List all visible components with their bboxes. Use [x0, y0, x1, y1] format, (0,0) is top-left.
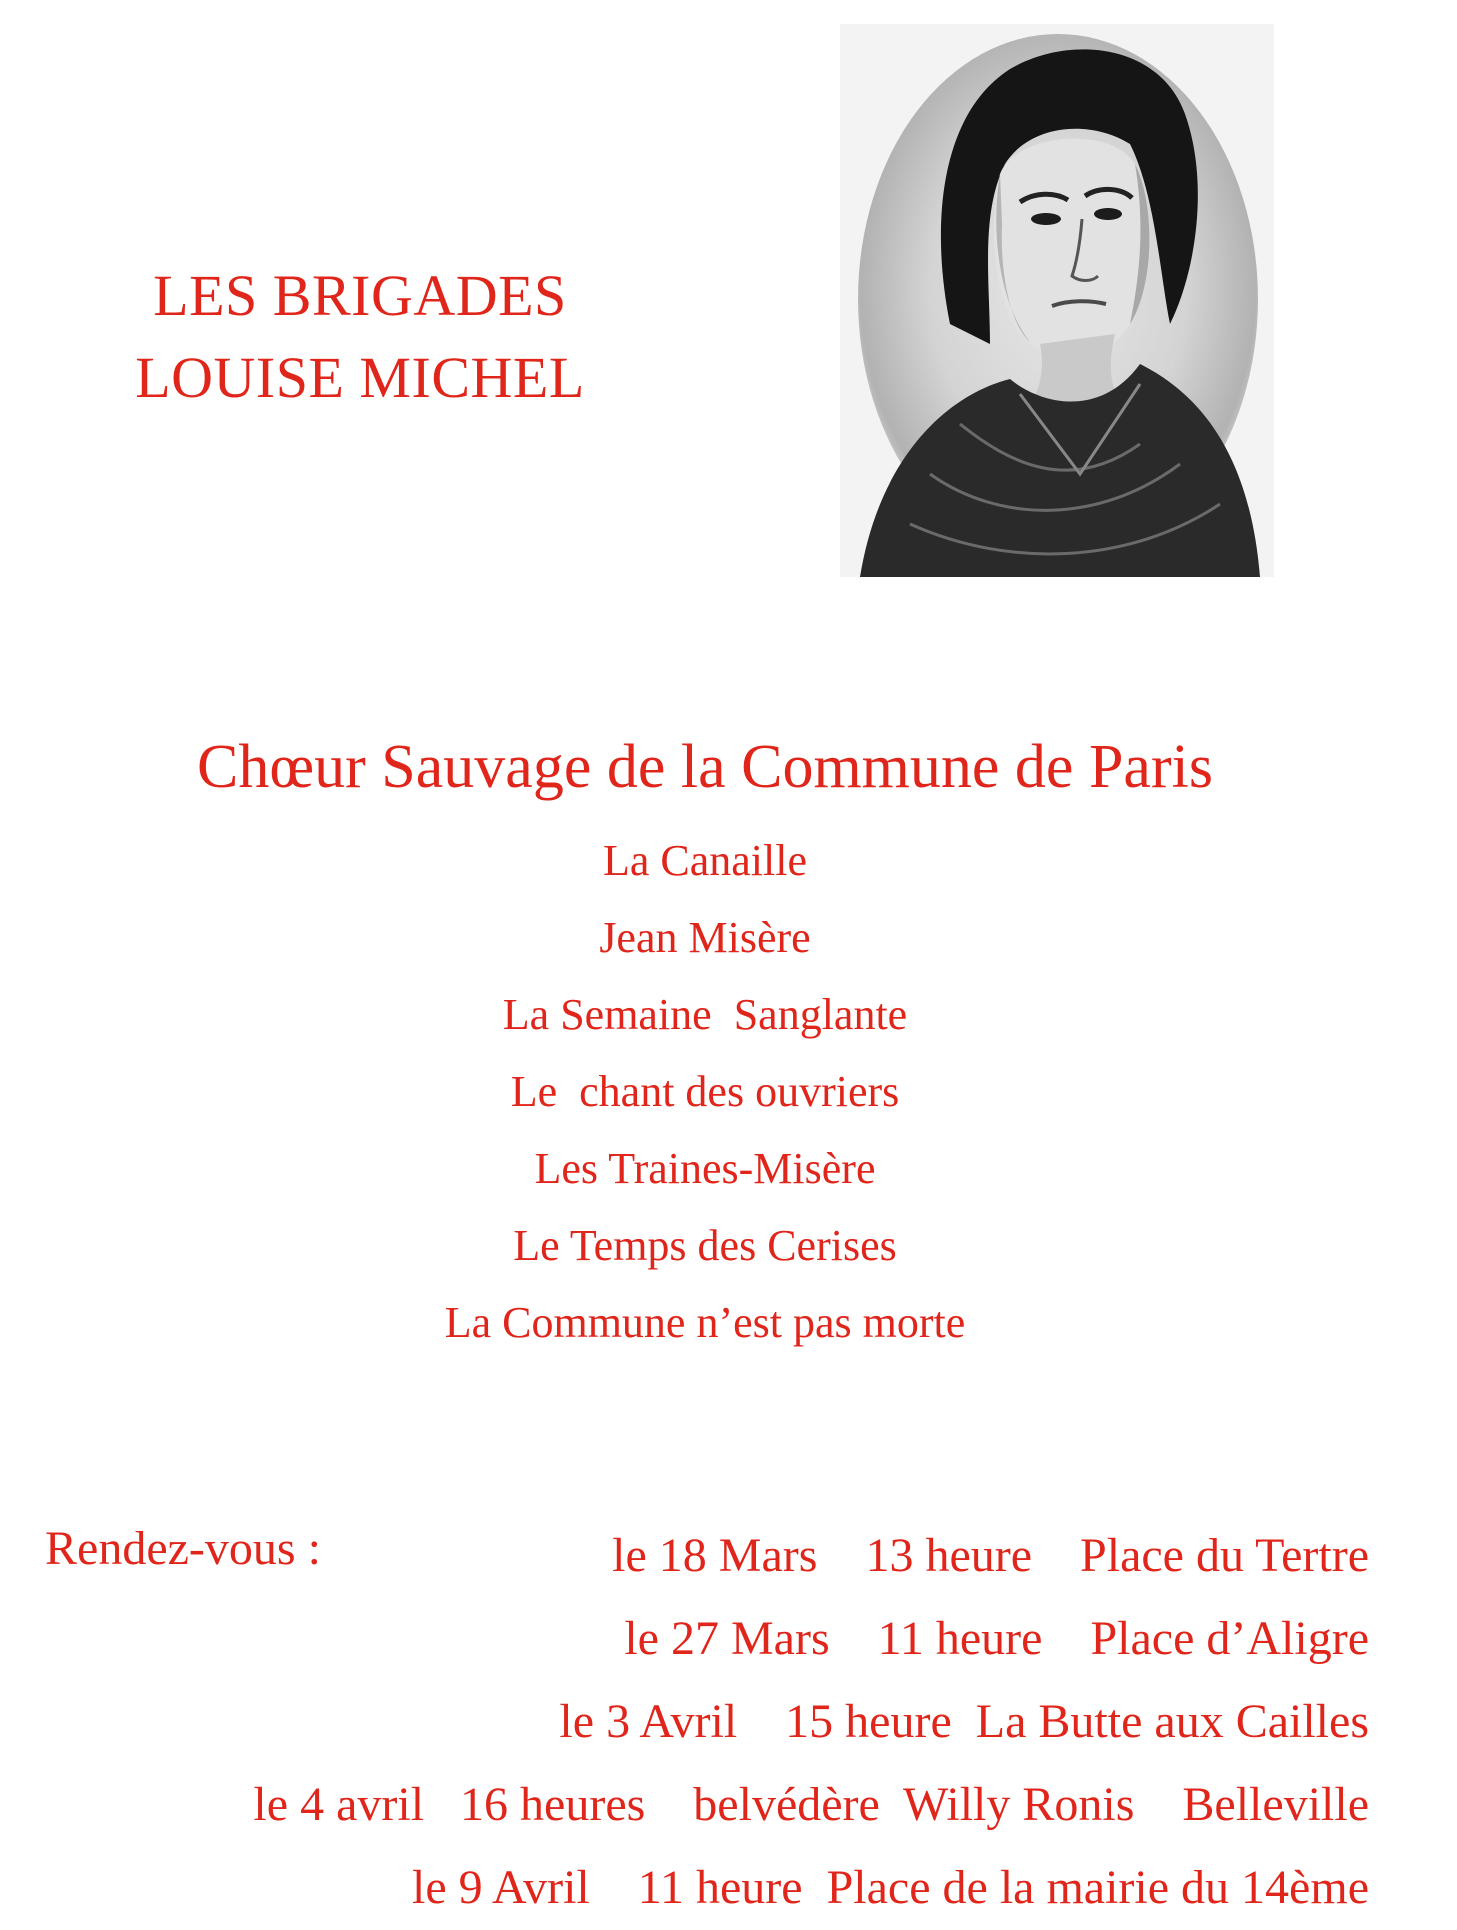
- song-list: [0, 822, 1410, 1361]
- rendezvous-label: Rendez-vous :: [45, 1522, 321, 1575]
- date-item: le 4 avril 16 heures belvédère Willy Ronis Belleville: [253, 1778, 1369, 1831]
- song-item: Jean Misère: [599, 913, 811, 962]
- portrait-engraving-icon: [840, 24, 1274, 577]
- poster-title: [90, 255, 630, 419]
- song-item: La Canaille: [602, 836, 807, 885]
- song-item: Les Traines-Misère: [534, 1144, 876, 1193]
- date-item: le 9 Avril 11 heure Place de la mairie du 14ème: [412, 1861, 1369, 1914]
- rendezvous-dates: [253, 1514, 1369, 1929]
- song-item: La Commune n’est pas morte: [444, 1298, 966, 1347]
- title-line-2: LOUISE MICHEL: [135, 345, 585, 410]
- song-item: Le Temps des Cerises: [513, 1221, 897, 1270]
- date-item: le 3 Avril 15 heure La Butte aux Cailles: [559, 1695, 1369, 1748]
- portrait-image: [840, 24, 1274, 577]
- choir-title: Chœur Sauvage de la Commune de Paris: [197, 733, 1213, 801]
- song-item: La Semaine Sanglante: [502, 990, 908, 1039]
- date-item: le 27 Mars 11 heure Place d’Aligre: [624, 1612, 1369, 1665]
- title-line-1: LES BRIGADES: [153, 263, 567, 328]
- date-item: le 18 Mars 13 heure Place du Tertre: [612, 1529, 1369, 1582]
- song-item: Le chant des ouvriers: [510, 1067, 900, 1116]
